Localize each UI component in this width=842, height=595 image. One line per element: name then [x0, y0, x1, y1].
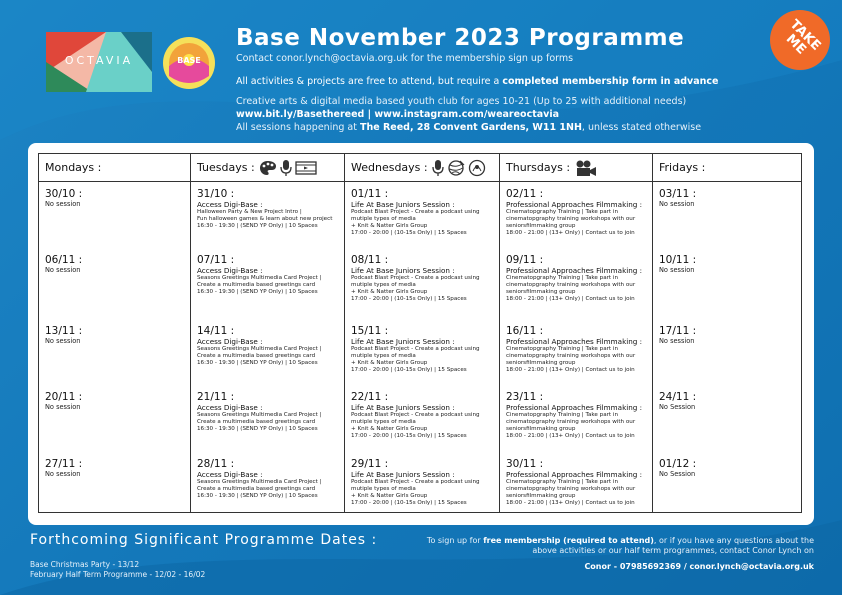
session-line: mutiple types of media	[351, 486, 416, 492]
page-title: Base November 2023 Programme	[236, 25, 685, 51]
day-label: Mondays :	[45, 161, 102, 174]
microphone-icon	[432, 159, 444, 177]
session-note: No session	[45, 470, 81, 478]
date: 28/11 :	[197, 458, 235, 470]
film-strip-icon	[295, 160, 317, 176]
day-cell	[506, 188, 649, 237]
day-cell	[45, 188, 187, 208]
date: 14/11 :	[197, 325, 235, 337]
session-line: cinematopgraphy training workshops with our	[506, 216, 636, 222]
session-title: Life At Base Juniors Session :	[351, 337, 455, 346]
training-name: Cinematopgraphy Training |	[506, 209, 584, 215]
session-line: + Knit & Natter Girls Group	[351, 426, 428, 432]
session-line: cinematopgraphy training workshops with our	[506, 353, 636, 359]
day-cell	[659, 254, 798, 274]
yarn-icon	[447, 159, 465, 177]
session-line: Seasons Greetings Multimedia Card Project |	[197, 479, 322, 485]
column-wednesdays	[345, 154, 500, 512]
date: 24/11 :	[659, 391, 697, 403]
session-line: + Knit & Natter Girls Group	[351, 223, 428, 229]
date: 16/11 :	[506, 325, 544, 337]
session-title: Access Digi-Base :	[197, 403, 263, 412]
microphone-icon	[280, 159, 292, 177]
date: 23/11 :	[506, 391, 544, 403]
session-time: 18:00 - 21:00 | (13+ Only) | Contact us to join	[506, 367, 635, 373]
session-line: Seasons Greetings Multimedia Card Project |	[197, 275, 322, 281]
session-time: 18:00 - 21:00 | (13+ Only) | Contact us to join	[506, 500, 635, 506]
date: 31/10 :	[197, 188, 235, 200]
session-time: 17:00 - 20:00 | (10-15s Only) | 15 Spaces	[351, 230, 467, 236]
training-note: Take part in	[583, 275, 618, 281]
day-label: Tuesdays :	[197, 161, 255, 174]
session-line: seniorsfilmmaking group	[506, 223, 576, 229]
session-line: Halloween Party & New Project Intro |	[197, 209, 302, 215]
date: 02/11 :	[506, 188, 544, 200]
training-name: Cinematopgraphy Training |	[506, 412, 584, 418]
signup-contact[interactable]: Conor - 07985692369 / conor.lynch@octavia.org.uk	[584, 562, 814, 571]
notice-text: All activities & projects are free to attend, but require a	[236, 76, 503, 87]
podcast-icon	[468, 159, 486, 177]
session-note: No session	[45, 200, 81, 208]
palette-icon	[259, 160, 277, 176]
sessions-prefix: All sessions happening at	[236, 122, 360, 133]
session-line: + Knit & Natter Girls Group	[351, 493, 428, 499]
session-line: cinematopgraphy training workshops with our	[506, 282, 636, 288]
signup-text	[412, 536, 814, 556]
session-note: No session	[45, 266, 81, 274]
column-tuesdays	[191, 154, 345, 512]
session-title: Access Digi-Base :	[197, 200, 263, 209]
date: 01/11 :	[351, 188, 389, 200]
session-note: No session	[659, 337, 695, 345]
day-cell	[45, 325, 187, 345]
day-header-wednesdays	[345, 154, 499, 182]
session-line: Podcast Blast Project - Create a podcast using	[351, 209, 480, 215]
session-time: 18:00 - 21:00 | (13+ Only) | Contact us to join	[506, 230, 635, 236]
session-line: seniorsfilmmaking group	[506, 426, 576, 432]
session-line: seniorsfilmmaking group	[506, 360, 576, 366]
session-line: + Knit & Natter Girls Group	[351, 289, 428, 295]
take-me-badge	[770, 10, 830, 70]
session-title: Access Digi-Base :	[197, 266, 263, 275]
session-note: No session	[45, 337, 81, 345]
contact-line: Contact conor.lynch@octavia.org.uk for the membership sign up forms	[236, 53, 574, 64]
day-cell	[351, 391, 496, 440]
date: 30/10 :	[45, 188, 83, 200]
session-note: No session	[659, 266, 695, 274]
session-line: mutiple types of media	[351, 216, 416, 222]
session-line	[506, 275, 649, 282]
date: 30/11 :	[506, 458, 544, 470]
session-line: Create a multimedia based greetings card	[197, 419, 316, 425]
date: 13/11 :	[45, 325, 83, 337]
web-links[interactable]: www.bit.ly/Basethereed | www.instagram.com/weareoctavia	[236, 109, 560, 120]
timetable-panel	[28, 143, 814, 525]
octavia-logo	[46, 32, 152, 92]
session-title: Professional Approaches Filmmaking :	[506, 266, 643, 275]
session-line: Create a multimedia based greetings card	[197, 353, 316, 359]
signup-suffix: , or if you have any questions about the above activities or our half term programmes, contact Conor Lynch on	[532, 536, 814, 555]
session-line	[506, 346, 649, 353]
column-mondays	[39, 154, 191, 512]
date: 10/11 :	[659, 254, 697, 266]
session-line: Seasons Greetings Multimedia Card Project |	[197, 346, 322, 352]
forthcoming-title: Forthcoming Significant Programme Dates :	[30, 532, 378, 548]
day-cell	[351, 254, 496, 303]
notice-bold: completed membership form in advance	[502, 76, 719, 87]
day-cell	[351, 458, 496, 507]
day-cell	[659, 325, 798, 345]
day-cell	[506, 391, 649, 440]
signup-info	[412, 536, 814, 572]
training-name: Cinematopgraphy Training |	[506, 346, 584, 352]
day-cell	[197, 325, 341, 367]
session-line: Podcast Blast Project - Create a podcast using	[351, 412, 480, 418]
session-time: 18:00 - 21:00 | (13+ Only) | Contact us to join	[506, 296, 635, 302]
session-time: 17:00 - 20:00 | (10-15s Only) | 15 Spaces	[351, 500, 467, 506]
training-note: Take part in	[583, 412, 618, 418]
training-name: Cinematopgraphy Training |	[506, 275, 584, 281]
session-time: 18:00 - 21:00 | (13+ Only) | Contact us to join	[506, 433, 635, 439]
session-time: 16:30 - 19:30 | (SEND YP Only) | 10 Spaces	[197, 223, 318, 229]
session-note: No session	[45, 403, 81, 411]
session-line: cinematopgraphy training workshops with our	[506, 486, 636, 492]
day-cell	[45, 458, 187, 478]
session-line: Create a multimedia based greetings card	[197, 486, 316, 492]
session-line: Seasons Greetings Multimedia Card Project |	[197, 412, 322, 418]
day-cell	[659, 391, 798, 411]
session-title: Life At Base Juniors Session :	[351, 266, 455, 275]
date: 22/11 :	[351, 391, 389, 403]
day-header-fridays	[653, 154, 801, 182]
session-title: Access Digi-Base :	[197, 337, 263, 346]
session-line: Podcast Blast Project - Create a podcast using	[351, 275, 480, 281]
session-title: Life At Base Juniors Session :	[351, 200, 455, 209]
date: 27/11 :	[45, 458, 83, 470]
date: 06/11 :	[45, 254, 83, 266]
sessions-suffix: , unless stated otherwise	[581, 122, 702, 133]
session-line: Podcast Blast Project - Create a podcast using	[351, 479, 480, 485]
session-note: No session	[659, 200, 695, 208]
octavia-logo-text: OCTAVIA	[64, 54, 134, 67]
session-line: mutiple types of media	[351, 353, 416, 359]
session-title: Professional Approaches Filmmaking :	[506, 470, 643, 479]
day-header-tuesdays	[191, 154, 344, 182]
session-time: 16:30 - 19:30 | (SEND YP Only) | 10 Spaces	[197, 360, 318, 366]
session-time: 16:30 - 19:30 | (SEND YP Only) | 10 Spaces	[197, 426, 318, 432]
training-note: Take part in	[583, 479, 618, 485]
forthcoming-item: February Half Term Programme - 12/02 - 16/02	[30, 570, 206, 579]
session-line: seniorsfilmmaking group	[506, 289, 576, 295]
forthcoming-list	[30, 560, 205, 580]
day-cell	[197, 391, 341, 433]
session-line	[506, 209, 649, 216]
day-cell	[506, 458, 649, 507]
session-line: Podcast Blast Project - Create a podcast using	[351, 346, 480, 352]
free-notice	[236, 76, 718, 87]
date: 29/11 :	[351, 458, 389, 470]
day-cell	[506, 254, 649, 303]
day-label: Fridays :	[659, 161, 706, 174]
day-label: Thursdays :	[506, 161, 571, 174]
day-header-thursdays	[500, 154, 652, 182]
session-title: Life At Base Juniors Session :	[351, 470, 455, 479]
date: 01/12 :	[659, 458, 697, 470]
timetable-grid	[38, 153, 802, 513]
session-note: No Session	[659, 403, 696, 411]
date: 20/11 :	[45, 391, 83, 403]
session-line: Create a multimedia based greetings card	[197, 282, 316, 288]
base-logo-text: BASE	[177, 56, 201, 65]
session-title: Access Digi-Base :	[197, 470, 263, 479]
date: 15/11 :	[351, 325, 389, 337]
club-description: Creative arts & digital media based youth club for ages 10-21 (Up to 25 with additional needs)	[236, 96, 687, 107]
date: 03/11 :	[659, 188, 697, 200]
day-cell	[197, 458, 341, 500]
date: 09/11 :	[506, 254, 544, 266]
take-me-text: TAKE ME	[782, 17, 823, 58]
signup-bold: free membership (required to attend)	[483, 536, 654, 545]
day-cell	[197, 188, 341, 230]
session-time: 17:00 - 20:00 | (10-15s Only) | 15 Spaces	[351, 296, 467, 302]
session-line: Fun halloween games & learn about new project	[197, 216, 333, 222]
session-title: Professional Approaches Filmmaking :	[506, 337, 643, 346]
session-line	[506, 479, 649, 486]
venue-address: The Reed, 28 Convent Gardens, W11 1NH	[359, 122, 582, 133]
base-logo	[162, 36, 216, 90]
day-cell	[659, 188, 798, 208]
session-location	[236, 121, 718, 134]
training-note: Take part in	[583, 209, 618, 215]
session-line	[506, 412, 649, 419]
day-label: Wednesdays :	[351, 161, 428, 174]
session-title: Life At Base Juniors Session :	[351, 403, 455, 412]
signup-prefix: To sign up for	[426, 536, 484, 545]
day-cell	[506, 325, 649, 374]
session-line: cinematopgraphy training workshops with our	[506, 419, 636, 425]
day-cell	[351, 188, 496, 237]
session-note: No Session	[659, 470, 696, 478]
session-title: Professional Approaches Filmmaking :	[506, 200, 643, 209]
day-cell	[659, 458, 798, 478]
header	[236, 24, 718, 134]
day-cell	[197, 254, 341, 296]
training-name: Cinematopgraphy Training |	[506, 479, 584, 485]
session-line: mutiple types of media	[351, 419, 416, 425]
session-line: seniorsfilmmaking group	[506, 493, 576, 499]
training-note: Take part in	[583, 346, 618, 352]
session-line: + Knit & Natter Girls Group	[351, 360, 428, 366]
date: 17/11 :	[659, 325, 697, 337]
day-cell	[45, 391, 187, 411]
date: 08/11 :	[351, 254, 389, 266]
session-time: 16:30 - 19:30 | (SEND YP Only) | 10 Spaces	[197, 289, 318, 295]
day-header-mondays	[39, 154, 190, 182]
film-camera-icon	[574, 159, 598, 177]
session-time: 17:00 - 20:00 | (10-15s Only) | 15 Spaces	[351, 433, 467, 439]
day-cell	[351, 325, 496, 374]
day-cell	[45, 254, 187, 274]
session-time: 17:00 - 20:00 | (10-15s Only) | 15 Spaces	[351, 367, 467, 373]
column-thursdays	[500, 154, 653, 512]
session-time: 16:30 - 19:30 | (SEND YP Only) | 10 Spaces	[197, 493, 318, 499]
date: 07/11 :	[197, 254, 235, 266]
column-fridays	[653, 154, 801, 512]
date: 21/11 :	[197, 391, 235, 403]
session-title: Professional Approaches Filmmaking :	[506, 403, 643, 412]
session-line: mutiple types of media	[351, 282, 416, 288]
forthcoming-item: Base Christmas Party - 13/12	[30, 560, 140, 569]
